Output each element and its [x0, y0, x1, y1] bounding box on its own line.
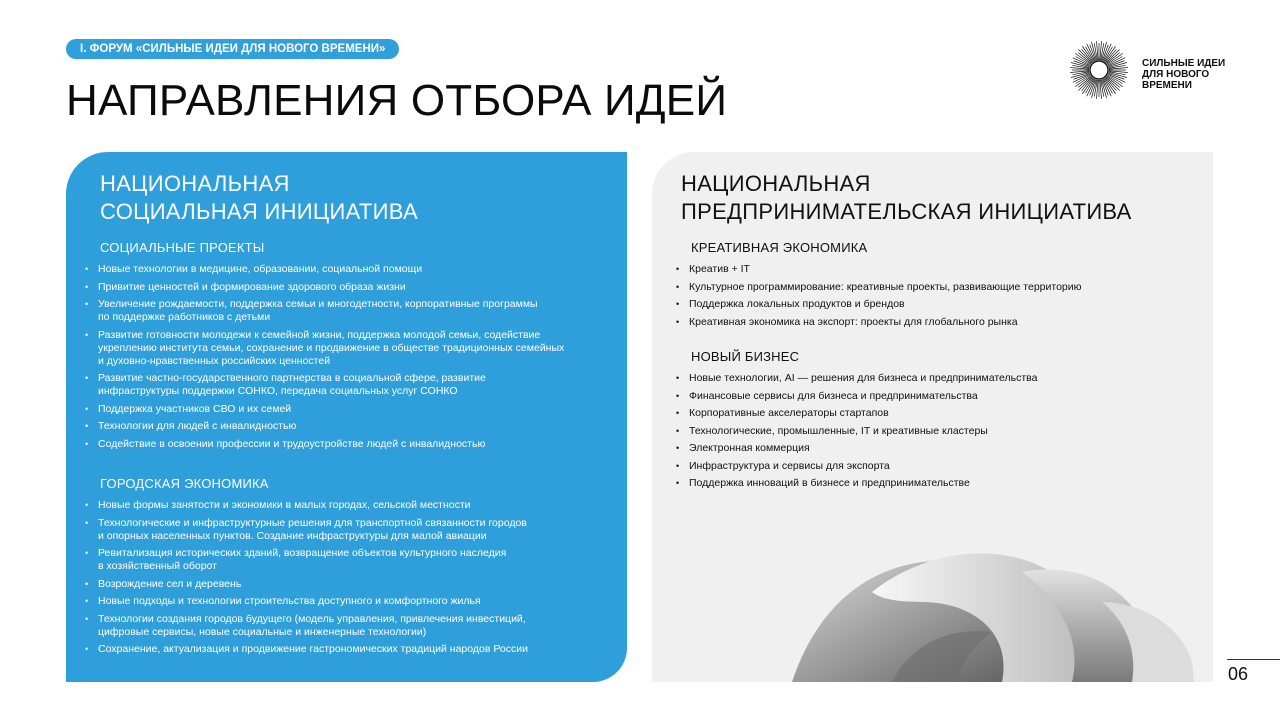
section-heading: ГОРОДСКАЯ ЭКОНОМИКА: [100, 476, 269, 491]
list-item: • Корпоративные акселераторы стартапов: [675, 407, 1213, 420]
list-item: • Культурное программирование: креативные проекты, развивающие территорию: [675, 281, 1213, 294]
list-item: • Новые технологии в медицине, образовании, социальной помощи: [84, 263, 624, 276]
list-item: • Ревитализация исторических зданий, возвращение объектов культурного наследия в хозяйственный оборот: [84, 547, 624, 573]
list-item: • Новые формы занятости и экономики в малых городах, сельской местности: [84, 499, 624, 512]
section-heading: НОВЫЙ БИЗНЕС: [691, 349, 800, 364]
logo-text: СИЛЬНЫЕ ИДЕИ ДЛЯ НОВОГО ВРЕМЕНИ: [1142, 58, 1226, 91]
section-urban-economy: [84, 476, 624, 661]
list-item: • Поддержка участников СВО и их семей: [84, 403, 624, 416]
list-item: • Развитие частно-государственного партнерства в социальной сфере, развитие инфраструктуры поддержки СОНКО, передача социальных услуг СОНКО: [84, 372, 624, 398]
list-item: • Развитие готовности молодежи к семейной жизни, поддержка молодой семьи, содействие укреплению института семьи, сохранение и продвижение в обществе традиционных семейных и духовно-нравственных российских ценностей: [84, 329, 624, 368]
page-number: 06: [1228, 664, 1249, 684]
panel-title-entrepreneurial: НАЦИОНАЛЬНАЯ ПРЕДПРИНИМАТЕЛЬСКАЯ ИНИЦИАТИВА: [681, 171, 1132, 224]
list-item: • Поддержка локальных продуктов и брендов: [675, 298, 1213, 311]
abstract-3d-shape: [772, 532, 1213, 682]
forum-logo: [1066, 40, 1236, 100]
section-new-business: [675, 349, 1213, 495]
social-initiative-panel: [66, 152, 627, 682]
section-heading: СОЦИАЛЬНЫЕ ПРОЕКТЫ: [100, 240, 265, 255]
list-item: • Инфраструктура и сервисы для экспорта: [675, 460, 1213, 473]
entrepreneurial-initiative-panel: [652, 152, 1213, 682]
list-item: • Электронная коммерция: [675, 442, 1213, 455]
panel-title-social: НАЦИОНАЛЬНАЯ СОЦИАЛЬНАЯ ИНИЦИАТИВА: [100, 171, 418, 224]
list-item: • Финансовые сервисы для бизнеса и предпринимательства: [675, 390, 1213, 403]
list-item: • Новые технологии, AI — решения для бизнеса и предпринимательства: [675, 372, 1213, 385]
item-list: [84, 263, 624, 451]
list-item: • Привитие ценностей и формирование здорового образа жизни: [84, 281, 624, 294]
page-title: НАПРАВЛЕНИЯ ОТБОРА ИДЕЙ: [66, 76, 728, 125]
item-list: [675, 263, 1213, 329]
list-item: • Поддержка инноваций в бизнесе и предпринимательстве: [675, 477, 1213, 490]
list-item: • Технологические и инфраструктурные решения для транспортной связанности городов и опорных населенных пунктов. Создание инфраструктуры для малой авиации: [84, 517, 624, 543]
page-number-rule: [1227, 659, 1280, 660]
section-heading: КРЕАТИВНАЯ ЭКОНОМИКА: [691, 240, 868, 255]
list-item: • Увеличение рождаемости, поддержка семьи и многодетности, корпоративные программы по поддержке работников с детьми: [84, 298, 624, 324]
list-item: • Возрождение сел и деревень: [84, 578, 624, 591]
list-item: • Технологии для людей с инвалидностью: [84, 420, 624, 433]
list-item: • Креатив + IT: [675, 263, 1213, 276]
section-creative-economy: [675, 240, 1213, 333]
list-item: • Креативная экономика на экспорт: проекты для глобального рынка: [675, 316, 1213, 329]
item-list: [84, 499, 624, 656]
list-item: • Сохранение, актуализация и продвижение гастрономических традиций народов России: [84, 643, 624, 656]
list-item: • Новые подходы и технологии строительства доступного и комфортного жилья: [84, 595, 624, 608]
list-item: • Технологические, промышленные, IT и креативные кластеры: [675, 425, 1213, 438]
item-list: [675, 372, 1213, 490]
section-social-projects: [84, 240, 624, 455]
list-item: • Содействие в освоении профессии и трудоустройстве людей с инвалидностью: [84, 438, 624, 451]
forum-tag: I. ФОРУМ «СИЛЬНЫЕ ИДЕИ ДЛЯ НОВОГО ВРЕМЕНИ»: [66, 39, 399, 59]
list-item: • Технологии создания городов будущего (модель управления, привлечения инвестиций, цифровые сервисы, новые социальные и инженерные технологии): [84, 613, 624, 639]
radiant-sun-logo-icon: [1066, 40, 1132, 100]
